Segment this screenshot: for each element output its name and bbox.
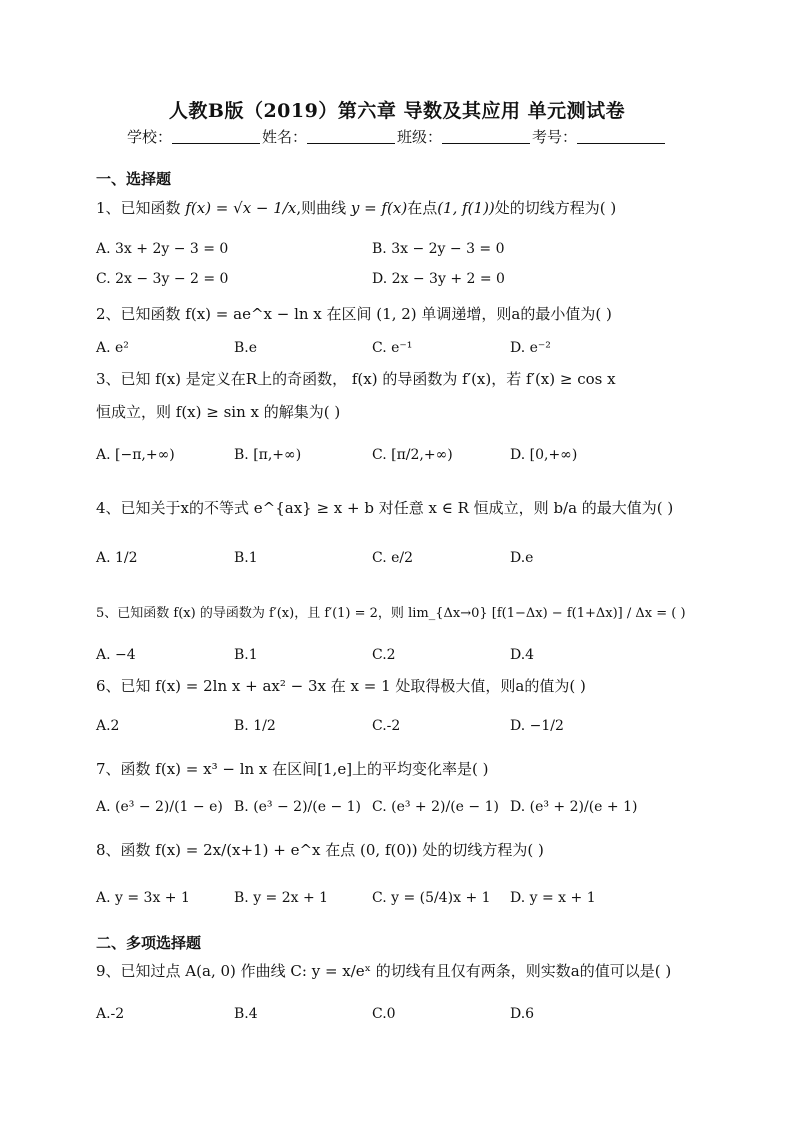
q2-options	[96, 340, 704, 370]
q7-options	[96, 799, 704, 829]
q6-options	[96, 718, 704, 748]
school-label: 学校：	[126, 128, 172, 146]
question-3-line-2: 恒成立，则 f(x) ≥ sin x 的解集为( )	[96, 403, 341, 421]
q9-option-b[interactable]: B.4	[234, 1006, 258, 1022]
name-blank[interactable]	[307, 129, 395, 144]
q3-option-a[interactable]: A. [−π,+∞)	[96, 447, 175, 463]
q5-option-d[interactable]: D.4	[510, 647, 535, 663]
q1-expr2: y = f(x)	[350, 199, 408, 217]
q2-option-d[interactable]: D. e⁻²	[510, 340, 551, 356]
q5-option-c[interactable]: C.2	[372, 647, 396, 663]
q2-option-c[interactable]: C. e⁻¹	[372, 340, 413, 356]
q9-option-a[interactable]: A.-2	[96, 1006, 125, 1022]
school-field	[127, 126, 262, 147]
q9-option-d[interactable]: D.6	[510, 1006, 535, 1022]
question-6: 6、已知 f(x) = 2ln x + ax² − 3x 在 x = 1 处取得极大值，则a的值为( )	[96, 677, 586, 695]
question-8: 8、函数 f(x) = 2x/(x+1) + e^x 在点 (0, f(0)) 处的切线方程为( )	[96, 841, 544, 859]
q6-option-c[interactable]: C.-2	[372, 718, 401, 734]
q6-option-a[interactable]: A.2	[96, 718, 120, 734]
q1-expr: f(x) = √x − 1/x	[185, 199, 297, 217]
q7-option-b[interactable]: B. (e³ − 2)/(e − 1)	[234, 799, 362, 815]
q1-expr3: (1, f(1))	[437, 199, 495, 217]
name-label: 姓名：	[261, 128, 307, 146]
question-5: 5、已知函数 f(x) 的导函数为 f′(x)，且 f′(1) = 2，则 lim_{Δx→0} [f(1−Δx) − f(1+Δx)] / Δx = ( )	[96, 606, 686, 621]
q1-option-b[interactable]: B. 3x − 2y − 3 = 0	[372, 241, 505, 257]
q3-option-b[interactable]: B. [π,+∞)	[234, 447, 302, 463]
q7-option-c[interactable]: C. (e³ + 2)/(e − 1)	[372, 799, 499, 815]
q5-option-a[interactable]: A. −4	[96, 647, 136, 663]
question-7: 7、函数 f(x) = x³ − ln x 在区间[1,e]上的平均变化率是( )	[96, 760, 489, 778]
exam-number-blank[interactable]	[577, 129, 665, 144]
q1-option-a[interactable]: A. 3x + 2y − 3 = 0	[96, 241, 229, 257]
exam-number-label: 考号：	[532, 128, 578, 146]
q3-option-d[interactable]: D. [0,+∞)	[510, 447, 578, 463]
q8-option-a[interactable]: A. y = 3x + 1	[96, 890, 190, 906]
q8-option-c[interactable]: C. y = (5/4)x + 1	[372, 890, 491, 906]
q1-option-d[interactable]: D. 2x − 3y + 2 = 0	[372, 271, 505, 287]
name-field	[262, 126, 397, 147]
q6-option-d[interactable]: D. −1/2	[510, 718, 564, 734]
q6-option-b[interactable]: B. 1/2	[234, 718, 276, 734]
class-field	[397, 126, 532, 147]
q4-option-a[interactable]: A. 1/2	[96, 550, 138, 566]
q8-option-b[interactable]: B. y = 2x + 1	[234, 890, 329, 906]
q4-option-d[interactable]: D.e	[510, 550, 534, 566]
question-2: 2、已知函数 f(x) = ae^x − ln x 在区间 (1, 2) 单调递增，则a的最小值为( )	[96, 305, 612, 323]
q3-option-c[interactable]: C. [π/2,+∞)	[372, 447, 453, 463]
q9-options	[96, 1006, 704, 1036]
q8-options	[96, 890, 704, 920]
q1-text-d: 处的切线方程为( )	[494, 199, 617, 217]
school-blank[interactable]	[172, 129, 260, 144]
q3-options	[96, 447, 704, 477]
section-heading-multiple-choice: 二、多项选择题	[96, 934, 202, 952]
q7-option-d[interactable]: D. (e³ + 2)/(e + 1)	[510, 799, 638, 815]
page-title: 人教B版（2019）第六章 导数及其应用 单元测试卷	[168, 100, 626, 122]
q4-option-b[interactable]: B.1	[234, 550, 258, 566]
q1-options	[96, 241, 704, 271]
q5-option-b[interactable]: B.1	[234, 647, 258, 663]
question-1	[96, 197, 704, 219]
question-4: 4、已知关于x的不等式 e^{ax} ≥ x + b 对任意 x ∈ R 恒成立，则 b/a 的最大值为( )	[96, 499, 674, 517]
class-blank[interactable]	[442, 129, 530, 144]
q1-text-c: 在点	[407, 199, 438, 217]
class-label: 班级：	[397, 128, 443, 146]
q4-options	[96, 550, 704, 580]
q5-options	[96, 647, 704, 677]
student-info-row	[0, 126, 794, 147]
q2-option-b[interactable]: B.e	[234, 340, 258, 356]
q9-option-c[interactable]: C.0	[372, 1006, 396, 1022]
q1-options-row2	[96, 271, 704, 301]
q7-option-a[interactable]: A. (e³ − 2)/(1 − e)	[96, 799, 223, 815]
q4-option-c[interactable]: C. e/2	[372, 550, 414, 566]
question-3-line-1: 3、已知 f(x) 是定义在R上的奇函数， f(x) 的导函数为 f′(x)，若 f′(x) ≥ cos x	[96, 370, 616, 388]
q2-option-a[interactable]: A. e²	[96, 340, 129, 356]
exam-number-field	[532, 126, 667, 147]
question-9: 9、已知过点 A(a, 0) 作曲线 C: y = x/eˣ 的切线有且仅有两条，则实数a的值可以是( )	[96, 962, 672, 980]
q8-option-d[interactable]: D. y = x + 1	[510, 890, 596, 906]
q1-text-a: 1、已知函数	[96, 199, 181, 217]
q1-option-c[interactable]: C. 2x − 3y − 2 = 0	[96, 271, 229, 287]
q1-text-b: ,则曲线	[296, 199, 347, 217]
section-heading-choice: 一、选择题	[96, 170, 172, 188]
